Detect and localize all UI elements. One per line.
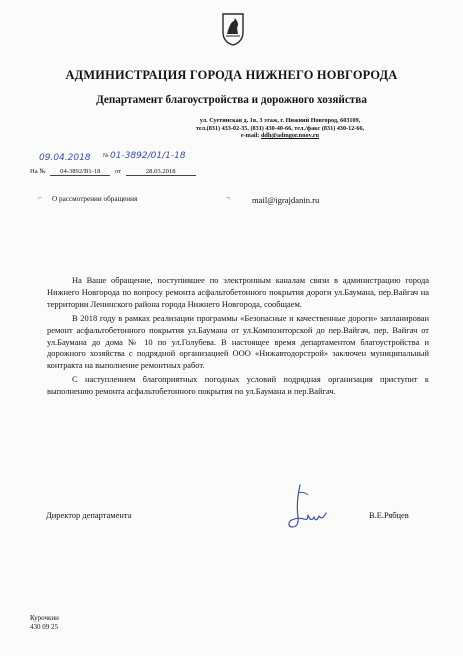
email-line <box>140 132 420 140</box>
body-paragraph: На Ваше обращение, поступившее по электронным каналам связи в администрацию города Нижнего Новгорода по вопросу ремонта асфальтобетонного покрытия дороги ул.Баумана, пер.Вайгач на территории Ленинского района города Нижнего Новгорода, сообщаем. <box>47 275 429 309</box>
organization-title: АДМИНИСТРАЦИЯ ГОРОДА НИЖНЕГО НОВГОРОДА <box>65 68 398 82</box>
body-paragraph: В 2018 году в рамках реализации программы «Безопасные и качественные дороги» запланирован ремонт асфальтобетонного покрытия ул.Баумана от ул.Композиторской до пер.Вайгач, пер. Вайгач от ул.Баумана до дома № 10 по ул.Голубева. В настоящее время департаментом благоустройства и дорожного хозяйства с подрядной организацией ООО «Нижавтодорстрой» заключен муниципальный контракта на выполнение ремонтных работ. <box>47 312 429 371</box>
letter-body <box>47 275 429 398</box>
ot-label: от <box>114 168 122 175</box>
na-label: На № <box>30 168 46 175</box>
executor-phone: 430 09 25 <box>30 623 58 631</box>
coat-of-arms-icon <box>222 12 244 46</box>
signatory-name: В.Е.Рябцев <box>369 510 409 520</box>
email-label: e-mail: <box>240 132 260 140</box>
handwritten-signature <box>278 483 338 533</box>
letterhead-address <box>140 117 420 140</box>
reference-number: 04-3892/В1-18 <box>50 168 110 176</box>
executor-block <box>30 614 59 632</box>
reference-date: 28.03.2018 <box>126 168 196 176</box>
subject-bracket-left: ⌐ <box>38 194 42 202</box>
subject-bracket-right: ¬ <box>226 194 230 202</box>
body-paragraph: С наступлением благоприятных погодных условий подрядная организация приступит к выполнению ремонта асфальтобетонного покрытия по ул.Баумана и пер.Вайгач. <box>47 374 429 397</box>
handwritten-date: 09.04.2018 <box>39 153 91 163</box>
phone-line: тел.(831) 433-02-35, (831) 430-40-66, тел./факс (831) 430-12-66, <box>195 124 365 132</box>
handwritten-number: 01-3892/01/1-18 <box>110 151 186 161</box>
recipient-email: mail@igrajdanin.ru <box>252 195 320 205</box>
department-email-link[interactable]: ddh@admgor.nnov.ru <box>260 132 320 140</box>
number-sign: № <box>103 153 109 159</box>
department-title: Департамент благоустройства и дорожного хозяйства <box>96 94 367 106</box>
address-line: ул. Суетинская д. 1в, 3 этаж, г. Нижний Новгород, 603109, <box>199 117 361 124</box>
signatory-position: Директор департамента <box>46 510 132 520</box>
subject-line: О рассмотрении обращения <box>52 195 138 203</box>
reference-line <box>30 168 196 176</box>
executor-name: Курочкин <box>30 614 59 622</box>
